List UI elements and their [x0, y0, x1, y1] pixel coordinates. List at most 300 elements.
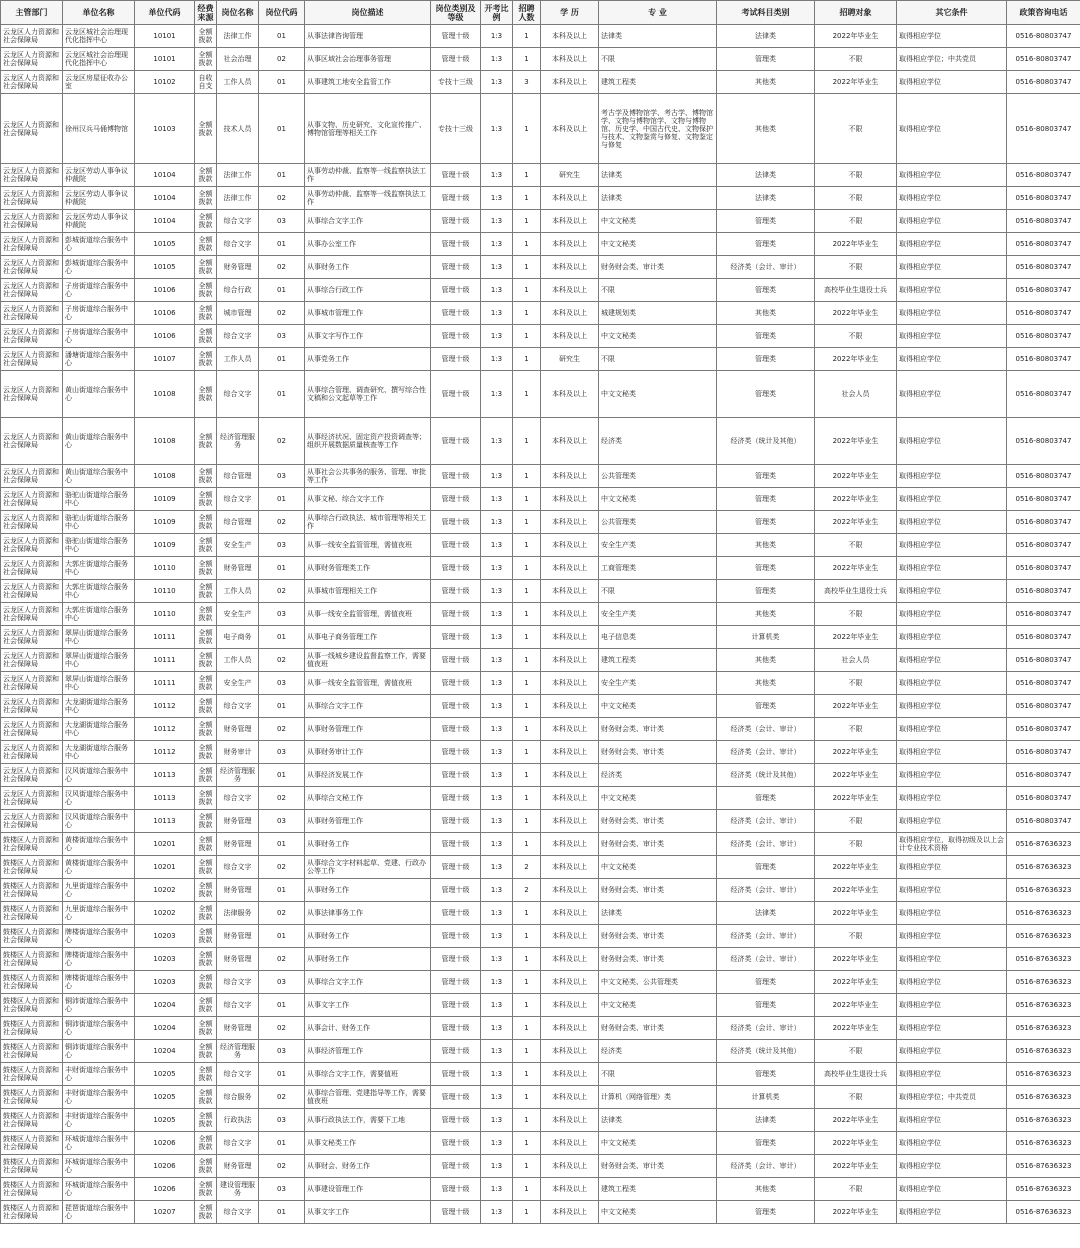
cell-target-applicants: 2022年毕业生 — [815, 418, 897, 465]
cell-unit-code: 10108 — [135, 371, 195, 418]
cell-position-category-level: 管理十级 — [431, 695, 481, 718]
cell-supervising-dept: 云龙区人力资源和社会保障局 — [1, 187, 63, 210]
table-row — [1, 1017, 1080, 1040]
cell-funding-source: 全额拨款 — [195, 994, 217, 1017]
cell-major: 考古学及博物馆学、考古学、博物馆学、文物与博物馆学、文物与博物馆、历史学、中国古代史、文物保护与技术、文物鉴赏与修复、文物鉴定与修复 — [599, 94, 717, 164]
cell-other-requirements: 取得相应学位 — [897, 787, 1007, 810]
cell-target-applicants: 2022年毕业生 — [815, 71, 897, 94]
cell-major: 中文文秘类 — [599, 1201, 717, 1224]
cell-position-category-level: 管理十级 — [431, 534, 481, 557]
cell-position-name: 法律工作 — [217, 25, 259, 48]
cell-exam-subject-category: 经济类（会计、审计） — [717, 741, 815, 764]
header-row — [1, 1, 1080, 25]
cell-major: 不限 — [599, 48, 717, 71]
cell-education: 本科及以上 — [541, 488, 599, 511]
cell-exam-ratio: 1:3 — [481, 833, 513, 856]
cell-education: 本科及以上 — [541, 1017, 599, 1040]
cell-funding-source: 全额拨款 — [195, 764, 217, 787]
cell-funding-source: 全额拨款 — [195, 1155, 217, 1178]
cell-position-code: 02 — [259, 48, 305, 71]
cell-hiring-count: 1 — [513, 164, 541, 187]
table-row — [1, 603, 1080, 626]
cell-supervising-dept: 鼓楼区人力资源和社会保障局 — [1, 1178, 63, 1201]
cell-other-requirements: 取得相应学位 — [897, 741, 1007, 764]
cell-consultation-phone: 0516-80803747 — [1007, 25, 1080, 48]
cell-position-category-level: 管理十级 — [431, 925, 481, 948]
cell-hiring-count: 1 — [513, 902, 541, 925]
cell-exam-ratio: 1:3 — [481, 925, 513, 948]
cell-hiring-count: 1 — [513, 741, 541, 764]
cell-position-code: 01 — [259, 371, 305, 418]
cell-exam-ratio: 1:3 — [481, 71, 513, 94]
cell-funding-source: 全额拨款 — [195, 279, 217, 302]
cell-consultation-phone: 0516-80803747 — [1007, 511, 1080, 534]
table-row — [1, 210, 1080, 233]
cell-supervising-dept: 云龙区人力资源和社会保障局 — [1, 810, 63, 833]
cell-position-name: 工作人员 — [217, 348, 259, 371]
cell-education: 本科及以上 — [541, 672, 599, 695]
cell-position-description: 从事一线安全监管管理，需值夜班 — [305, 534, 431, 557]
cell-position-description: 从事经济管理工作 — [305, 1040, 431, 1063]
cell-other-requirements: 取得相应学位 — [897, 764, 1007, 787]
cell-position-code: 01 — [259, 925, 305, 948]
cell-position-description: 从事城市管理相关工作 — [305, 580, 431, 603]
cell-exam-subject-category: 法律类 — [717, 164, 815, 187]
table-row — [1, 672, 1080, 695]
cell-target-applicants: 不限 — [815, 603, 897, 626]
cell-position-code: 01 — [259, 1063, 305, 1086]
cell-unit-name: 环城街道综合服务中心 — [63, 1132, 135, 1155]
cell-supervising-dept: 鼓楼区人力资源和社会保障局 — [1, 856, 63, 879]
cell-education: 本科及以上 — [541, 187, 599, 210]
cell-position-code: 02 — [259, 580, 305, 603]
cell-target-applicants: 2022年毕业生 — [815, 465, 897, 488]
cell-major: 经济类 — [599, 418, 717, 465]
cell-position-description: 从事财务审计工作 — [305, 741, 431, 764]
cell-supervising-dept: 鼓楼区人力资源和社会保障局 — [1, 948, 63, 971]
cell-funding-source: 全额拨款 — [195, 718, 217, 741]
cell-hiring-count: 1 — [513, 534, 541, 557]
cell-target-applicants: 不限 — [815, 810, 897, 833]
cell-major: 中文文秘类、公共管理类 — [599, 971, 717, 994]
cell-exam-ratio: 1:3 — [481, 1086, 513, 1109]
cell-position-description: 从事财务管理工作 — [305, 810, 431, 833]
cell-unit-name: 子房街道综合服务中心 — [63, 325, 135, 348]
cell-position-description: 从事文字工作 — [305, 1201, 431, 1224]
cell-education: 本科及以上 — [541, 810, 599, 833]
cell-unit-code: 10201 — [135, 856, 195, 879]
cell-other-requirements: 取得相应学位 — [897, 718, 1007, 741]
cell-other-requirements: 取得相应学位 — [897, 348, 1007, 371]
cell-exam-ratio: 1:3 — [481, 348, 513, 371]
cell-exam-ratio: 1:3 — [481, 994, 513, 1017]
cell-supervising-dept: 鼓楼区人力资源和社会保障局 — [1, 1132, 63, 1155]
cell-major: 不限 — [599, 580, 717, 603]
table-row — [1, 488, 1080, 511]
cell-exam-subject-category: 法律类 — [717, 25, 815, 48]
cell-consultation-phone: 0516-80803747 — [1007, 488, 1080, 511]
cell-exam-subject-category: 管理类 — [717, 580, 815, 603]
cell-other-requirements: 取得相应学位 — [897, 325, 1007, 348]
cell-education: 本科及以上 — [541, 879, 599, 902]
cell-education: 本科及以上 — [541, 971, 599, 994]
cell-funding-source: 全额拨款 — [195, 810, 217, 833]
table-row — [1, 741, 1080, 764]
cell-position-name: 综合文字 — [217, 1132, 259, 1155]
cell-consultation-phone: 0516-80803747 — [1007, 164, 1080, 187]
cell-supervising-dept: 鼓楼区人力资源和社会保障局 — [1, 1017, 63, 1040]
cell-other-requirements: 取得相应学位 — [897, 649, 1007, 672]
cell-position-code: 02 — [259, 256, 305, 279]
cell-supervising-dept: 云龙区人力资源和社会保障局 — [1, 695, 63, 718]
cell-unit-name: 铜沛街道综合服务中心 — [63, 1017, 135, 1040]
cell-funding-source: 全额拨款 — [195, 971, 217, 994]
cell-position-code: 01 — [259, 1132, 305, 1155]
cell-target-applicants: 不限 — [815, 672, 897, 695]
cell-unit-code: 10205 — [135, 1086, 195, 1109]
cell-consultation-phone: 0516-80803747 — [1007, 603, 1080, 626]
cell-unit-name: 云龙区城社会治理现代化指挥中心 — [63, 25, 135, 48]
cell-exam-subject-category: 经济类（会计、审计） — [717, 256, 815, 279]
cell-exam-ratio: 1:3 — [481, 557, 513, 580]
cell-position-name: 综合管理 — [217, 511, 259, 534]
cell-unit-name: 骆驼山街道综合服务中心 — [63, 534, 135, 557]
cell-unit-name: 牌楼街道综合服务中心 — [63, 948, 135, 971]
cell-hiring-count: 1 — [513, 187, 541, 210]
cell-unit-code: 10110 — [135, 603, 195, 626]
cell-position-category-level: 管理十级 — [431, 187, 481, 210]
cell-position-name: 工作人员 — [217, 649, 259, 672]
cell-exam-subject-category: 管理类 — [717, 325, 815, 348]
cell-position-description: 从事文字工作 — [305, 994, 431, 1017]
cell-position-code: 02 — [259, 1017, 305, 1040]
cell-position-name: 财务管理 — [217, 948, 259, 971]
cell-supervising-dept: 鼓楼区人力资源和社会保障局 — [1, 1086, 63, 1109]
cell-other-requirements: 取得相应学位 — [897, 557, 1007, 580]
cell-position-name: 综合文字 — [217, 233, 259, 256]
cell-exam-ratio: 1:3 — [481, 164, 513, 187]
cell-funding-source: 全额拨款 — [195, 511, 217, 534]
cell-funding-source: 自收自支 — [195, 71, 217, 94]
cell-position-name: 法律工作 — [217, 187, 259, 210]
cell-supervising-dept: 云龙区人力资源和社会保障局 — [1, 25, 63, 48]
cell-position-code: 02 — [259, 948, 305, 971]
cell-major: 财务财会类、审计类 — [599, 810, 717, 833]
cell-exam-subject-category: 其他类 — [717, 649, 815, 672]
cell-position-name: 建设管理服务 — [217, 1178, 259, 1201]
cell-supervising-dept: 鼓楼区人力资源和社会保障局 — [1, 1201, 63, 1224]
cell-position-description: 从事财会、财务工作 — [305, 1155, 431, 1178]
cell-education: 本科及以上 — [541, 279, 599, 302]
cell-consultation-phone: 0516-80803747 — [1007, 695, 1080, 718]
cell-consultation-phone: 0516-80803747 — [1007, 465, 1080, 488]
cell-other-requirements: 取得相应学位；中共党员 — [897, 48, 1007, 71]
cell-unit-name: 大龙湖街道综合服务中心 — [63, 741, 135, 764]
cell-major: 中文文秘类 — [599, 233, 717, 256]
cell-unit-code: 10101 — [135, 48, 195, 71]
cell-major: 中文文秘类 — [599, 1132, 717, 1155]
cell-position-description: 从事一线城乡建设监督监察工作，需要值夜班 — [305, 649, 431, 672]
cell-hiring-count: 1 — [513, 1086, 541, 1109]
cell-position-code: 01 — [259, 695, 305, 718]
cell-education: 本科及以上 — [541, 48, 599, 71]
cell-supervising-dept: 云龙区人力资源和社会保障局 — [1, 534, 63, 557]
cell-exam-subject-category: 管理类 — [717, 971, 815, 994]
cell-major: 财务财会类、审计类 — [599, 879, 717, 902]
cell-exam-ratio: 1:3 — [481, 603, 513, 626]
cell-exam-subject-category: 经济类（会计、审计） — [717, 925, 815, 948]
cell-unit-code: 10112 — [135, 741, 195, 764]
cell-major: 财务财会类、审计类 — [599, 741, 717, 764]
cell-position-code: 01 — [259, 833, 305, 856]
cell-position-name: 安全生产 — [217, 603, 259, 626]
cell-unit-code: 10108 — [135, 465, 195, 488]
cell-major: 财务财会类、审计类 — [599, 948, 717, 971]
cell-education: 本科及以上 — [541, 1109, 599, 1132]
cell-position-code: 03 — [259, 971, 305, 994]
cell-unit-code: 10104 — [135, 210, 195, 233]
cell-position-category-level: 管理十级 — [431, 626, 481, 649]
cell-supervising-dept: 鼓楼区人力资源和社会保障局 — [1, 925, 63, 948]
cell-funding-source: 全额拨款 — [195, 1086, 217, 1109]
cell-exam-subject-category: 计算机类 — [717, 626, 815, 649]
cell-exam-subject-category: 法律类 — [717, 1109, 815, 1132]
cell-supervising-dept: 鼓楼区人力资源和社会保障局 — [1, 902, 63, 925]
cell-position-code: 01 — [259, 557, 305, 580]
table-row — [1, 948, 1080, 971]
cell-position-name: 综合文字 — [217, 1201, 259, 1224]
cell-position-code: 02 — [259, 787, 305, 810]
cell-position-category-level: 管理十级 — [431, 465, 481, 488]
cell-unit-name: 云龙区房屋征收办公室 — [63, 71, 135, 94]
cell-hiring-count: 1 — [513, 1109, 541, 1132]
cell-position-category-level: 管理十级 — [431, 1086, 481, 1109]
cell-supervising-dept: 云龙区人力资源和社会保障局 — [1, 626, 63, 649]
cell-exam-ratio: 1:3 — [481, 465, 513, 488]
cell-major: 安全生产类 — [599, 672, 717, 695]
cell-funding-source: 全额拨款 — [195, 488, 217, 511]
cell-major: 不限 — [599, 1063, 717, 1086]
cell-funding-source: 全额拨款 — [195, 741, 217, 764]
cell-position-name: 财务管理 — [217, 925, 259, 948]
cell-exam-subject-category: 管理类 — [717, 695, 815, 718]
cell-position-description: 从事财务工作 — [305, 833, 431, 856]
cell-other-requirements: 取得相应学位 — [897, 511, 1007, 534]
cell-position-name: 工作人员 — [217, 580, 259, 603]
cell-unit-code: 10106 — [135, 325, 195, 348]
cell-supervising-dept: 鼓楼区人力资源和社会保障局 — [1, 833, 63, 856]
cell-consultation-phone: 0516-80803747 — [1007, 672, 1080, 695]
cell-funding-source: 全额拨款 — [195, 925, 217, 948]
cell-consultation-phone: 0516-80803747 — [1007, 94, 1080, 164]
cell-position-name: 综合文字 — [217, 695, 259, 718]
cell-position-category-level: 管理十级 — [431, 256, 481, 279]
cell-exam-ratio: 1:3 — [481, 48, 513, 71]
cell-target-applicants: 2022年毕业生 — [815, 994, 897, 1017]
cell-position-code: 01 — [259, 488, 305, 511]
cell-position-name: 综合文字 — [217, 371, 259, 418]
cell-hiring-count: 1 — [513, 1132, 541, 1155]
cell-target-applicants: 2022年毕业生 — [815, 1155, 897, 1178]
cell-unit-name: 云龙区劳动人事争议仲裁院 — [63, 187, 135, 210]
cell-hiring-count: 1 — [513, 810, 541, 833]
cell-funding-source: 全额拨款 — [195, 948, 217, 971]
cell-funding-source: 全额拨款 — [195, 649, 217, 672]
cell-position-category-level: 管理十级 — [431, 994, 481, 1017]
cell-supervising-dept: 鼓楼区人力资源和社会保障局 — [1, 971, 63, 994]
cell-position-code: 03 — [259, 325, 305, 348]
cell-major: 安全生产类 — [599, 534, 717, 557]
table-row — [1, 1201, 1080, 1224]
cell-target-applicants: 2022年毕业生 — [815, 787, 897, 810]
cell-unit-name: 骆驼山街道综合服务中心 — [63, 511, 135, 534]
cell-unit-name: 丰财街道综合服务中心 — [63, 1109, 135, 1132]
cell-target-applicants: 不限 — [815, 256, 897, 279]
cell-major: 计算机（网络管理）类 — [599, 1086, 717, 1109]
cell-hiring-count: 1 — [513, 649, 541, 672]
cell-position-code: 01 — [259, 279, 305, 302]
cell-target-applicants: 不限 — [815, 164, 897, 187]
cell-consultation-phone: 0516-80803747 — [1007, 557, 1080, 580]
table-row — [1, 902, 1080, 925]
cell-target-applicants: 不限 — [815, 48, 897, 71]
cell-unit-code: 10105 — [135, 233, 195, 256]
cell-position-code: 02 — [259, 1155, 305, 1178]
cell-unit-name: 子房街道综合服务中心 — [63, 302, 135, 325]
cell-position-category-level: 专技十三级 — [431, 94, 481, 164]
cell-position-category-level: 管理十级 — [431, 488, 481, 511]
column-header-position-code: 岗位代码 — [259, 1, 305, 25]
cell-position-description: 从事综合行政工作 — [305, 279, 431, 302]
cell-exam-ratio: 1:3 — [481, 856, 513, 879]
cell-major: 不限 — [599, 279, 717, 302]
table-row — [1, 718, 1080, 741]
column-header-funding-source: 经费来源 — [195, 1, 217, 25]
cell-position-name: 安全生产 — [217, 672, 259, 695]
cell-consultation-phone: 0516-80803747 — [1007, 626, 1080, 649]
cell-target-applicants: 不限 — [815, 833, 897, 856]
cell-exam-ratio: 1:3 — [481, 1109, 513, 1132]
cell-major: 财务财会类、审计类 — [599, 833, 717, 856]
cell-consultation-phone: 0516-80803747 — [1007, 371, 1080, 418]
cell-unit-code: 10104 — [135, 187, 195, 210]
cell-education: 本科及以上 — [541, 603, 599, 626]
cell-position-description: 从事文物、历史研究、文化宣传推广、博物馆管理等相关工作 — [305, 94, 431, 164]
cell-hiring-count: 1 — [513, 718, 541, 741]
cell-education: 本科及以上 — [541, 649, 599, 672]
cell-unit-name: 翠屏山街道综合服务中心 — [63, 649, 135, 672]
cell-funding-source: 全额拨款 — [195, 557, 217, 580]
cell-funding-source: 全额拨款 — [195, 371, 217, 418]
cell-other-requirements: 取得相应学位 — [897, 1132, 1007, 1155]
cell-position-name: 综合文字 — [217, 971, 259, 994]
cell-position-description: 从事一线安全监管管理，需值夜班 — [305, 603, 431, 626]
cell-exam-ratio: 1:3 — [481, 302, 513, 325]
cell-hiring-count: 1 — [513, 256, 541, 279]
cell-unit-code: 10106 — [135, 279, 195, 302]
cell-position-name: 法律工作 — [217, 164, 259, 187]
cell-exam-subject-category: 计算机类 — [717, 1086, 815, 1109]
cell-education: 本科及以上 — [541, 534, 599, 557]
cell-position-description: 从事综合文字工作 — [305, 695, 431, 718]
cell-hiring-count: 1 — [513, 925, 541, 948]
cell-other-requirements: 取得相应学位 — [897, 25, 1007, 48]
cell-other-requirements: 取得相应学位 — [897, 233, 1007, 256]
column-header-exam-ratio: 开考比例 — [481, 1, 513, 25]
column-header-hiring-count: 招聘人数 — [513, 1, 541, 25]
cell-education: 本科及以上 — [541, 948, 599, 971]
cell-consultation-phone: 0516-80803747 — [1007, 210, 1080, 233]
cell-unit-code: 10103 — [135, 94, 195, 164]
cell-exam-subject-category: 经济类（会计、审计） — [717, 1017, 815, 1040]
cell-position-category-level: 管理十级 — [431, 810, 481, 833]
cell-education: 本科及以上 — [541, 465, 599, 488]
cell-unit-code: 10201 — [135, 833, 195, 856]
cell-exam-ratio: 1:3 — [481, 810, 513, 833]
cell-funding-source: 全额拨款 — [195, 856, 217, 879]
cell-unit-code: 10113 — [135, 810, 195, 833]
cell-consultation-phone: 0516-80803747 — [1007, 580, 1080, 603]
table-row — [1, 626, 1080, 649]
cell-education: 本科及以上 — [541, 256, 599, 279]
cell-exam-ratio: 1:3 — [481, 371, 513, 418]
cell-hiring-count: 3 — [513, 71, 541, 94]
table-row — [1, 25, 1080, 48]
cell-funding-source: 全额拨款 — [195, 902, 217, 925]
cell-major: 建筑工程类 — [599, 71, 717, 94]
cell-position-category-level: 管理十级 — [431, 371, 481, 418]
cell-position-code: 02 — [259, 418, 305, 465]
cell-position-category-level: 管理十级 — [431, 1132, 481, 1155]
cell-education: 本科及以上 — [541, 925, 599, 948]
cell-exam-ratio: 1:3 — [481, 1040, 513, 1063]
cell-funding-source: 全额拨款 — [195, 233, 217, 256]
cell-exam-subject-category: 管理类 — [717, 1063, 815, 1086]
cell-unit-name: 九里街道综合服务中心 — [63, 879, 135, 902]
cell-position-name: 综合文字 — [217, 210, 259, 233]
table-row — [1, 1132, 1080, 1155]
column-header-supervising-dept: 主管部门 — [1, 1, 63, 25]
column-header-position-category-level: 岗位类别及等级 — [431, 1, 481, 25]
cell-education: 本科及以上 — [541, 1086, 599, 1109]
cell-hiring-count: 1 — [513, 1178, 541, 1201]
cell-hiring-count: 1 — [513, 1155, 541, 1178]
table-row — [1, 925, 1080, 948]
cell-target-applicants: 高校毕业生退役士兵 — [815, 1063, 897, 1086]
cell-position-category-level: 管理十级 — [431, 557, 481, 580]
cell-hiring-count: 2 — [513, 879, 541, 902]
cell-position-description: 从事综合文字工作 — [305, 971, 431, 994]
cell-unit-code: 10110 — [135, 580, 195, 603]
cell-unit-name: 铜沛街道综合服务中心 — [63, 1040, 135, 1063]
cell-major: 经济类 — [599, 764, 717, 787]
table-row — [1, 1155, 1080, 1178]
cell-exam-ratio: 1:3 — [481, 256, 513, 279]
cell-position-category-level: 管理十级 — [431, 879, 481, 902]
cell-position-code: 03 — [259, 810, 305, 833]
cell-exam-ratio: 1:3 — [481, 741, 513, 764]
cell-funding-source: 全额拨款 — [195, 348, 217, 371]
cell-unit-code: 10112 — [135, 695, 195, 718]
cell-education: 本科及以上 — [541, 371, 599, 418]
cell-education: 本科及以上 — [541, 741, 599, 764]
cell-major: 工商管理类 — [599, 557, 717, 580]
cell-supervising-dept: 云龙区人力资源和社会保障局 — [1, 511, 63, 534]
cell-funding-source: 全额拨款 — [195, 626, 217, 649]
cell-funding-source: 全额拨款 — [195, 1017, 217, 1040]
cell-supervising-dept: 云龙区人力资源和社会保障局 — [1, 741, 63, 764]
cell-consultation-phone: 0516-80803747 — [1007, 71, 1080, 94]
